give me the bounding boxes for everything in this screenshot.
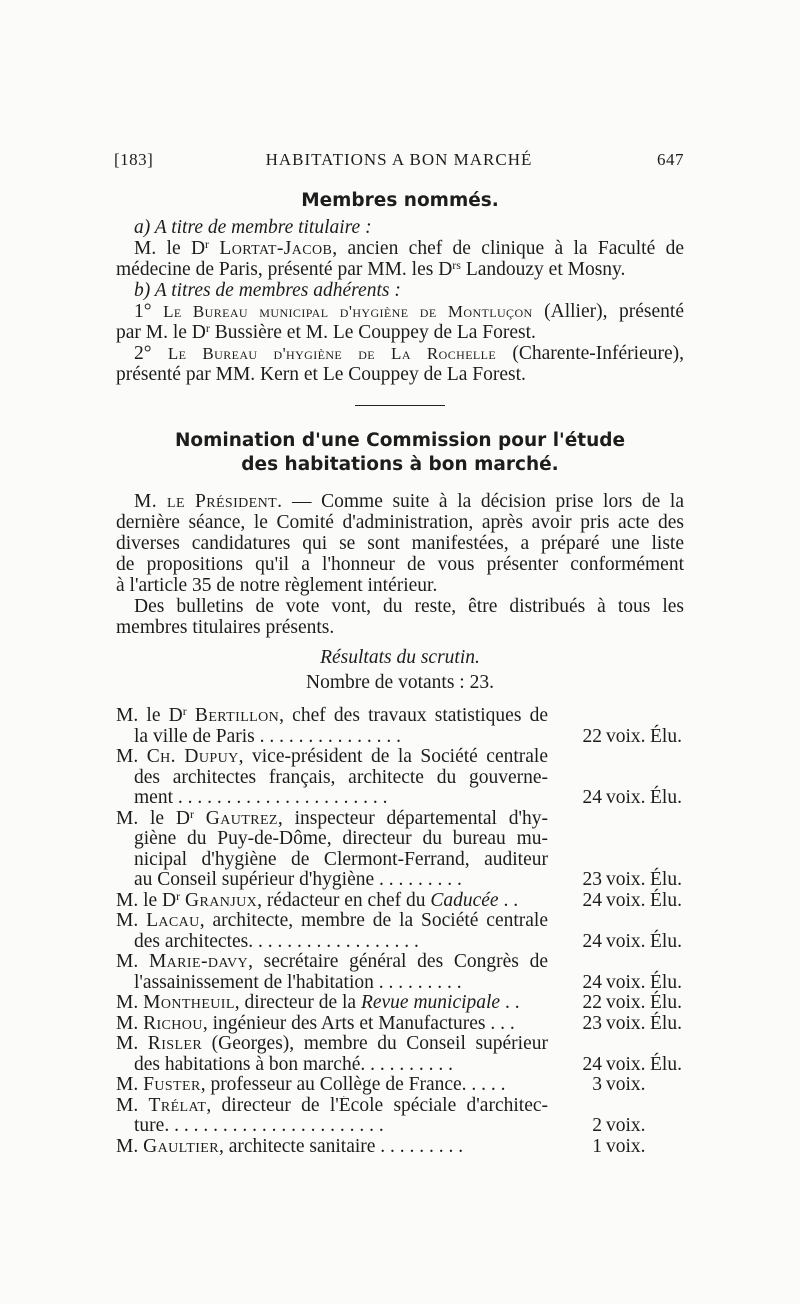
results-title: Résultats du scrutin.: [320, 647, 480, 668]
vote-count: 24: [582, 787, 602, 808]
vote-tally: [562, 993, 684, 1014]
vote-count: 22: [582, 725, 602, 747]
result-line: ment . . . . . . . . . . . . . . . . . . . . . .: [134, 788, 388, 808]
result-entry: [116, 747, 684, 809]
election-status: Élu.: [650, 787, 682, 808]
vote-count: 22: [582, 992, 602, 1013]
members-section: [116, 189, 684, 385]
vote-count: 24: [582, 1053, 602, 1075]
result-entry: [116, 952, 684, 993]
result-line: M. Risler (Georges), membre du Conseil supérieur: [116, 1034, 548, 1054]
titular-line-1: M. le $D^r$ Lortat-Jacob, ancien chef de clinique à la Faculté de: [134, 237, 684, 259]
adherent-1-line-1: 1° Le Bureau municipal d'hygiène de Montluçon (Allier), présenté: [134, 301, 684, 322]
vote-unit: voix.: [606, 1135, 646, 1157]
election-status: Élu.: [650, 971, 682, 993]
election-status: Élu.: [650, 930, 682, 952]
vote-unit: voix.: [606, 869, 646, 890]
result-line: M. Richou, ingénieur des Arts et Manufactures . . .: [116, 1013, 515, 1034]
result-entry: [116, 1137, 684, 1158]
vote-unit: voix.: [606, 787, 646, 808]
result-entry: [116, 706, 684, 747]
adherent-1-line-2: par M. le $D^r$ Bussière et M. Le Couppey de La Forest.: [116, 321, 536, 343]
vote-tally: [562, 1075, 684, 1096]
vote-unit: voix.: [606, 725, 646, 747]
result-entry: [116, 993, 684, 1014]
vote-tally: [562, 1014, 684, 1035]
members-heading: Membres nommés.: [301, 190, 499, 211]
vote-count: 1: [592, 1135, 602, 1157]
results-list: [116, 706, 684, 1157]
vote-unit: voix.: [606, 1115, 646, 1136]
election-status: Élu.: [650, 869, 682, 890]
result-line: des habitations à bon marché. . . . . . . . . .: [134, 1054, 453, 1075]
vote-tally: [562, 1116, 684, 1137]
result-entry: [116, 1034, 684, 1075]
commission-paragraph-1: M. le Président. — Comme suite à la décision prise lors de la dernière séance, le Comité d'administration, après avoir pris acte des diverses candidatures qui se sont manifestées, a préparé une liste de propositions qu'il a l'honneur de vous présenter conformément à l'article 35 de notre règlement intérieur.: [116, 491, 685, 596]
result-line: M. le $D^r$ Granjux, rédacteur en chef du Caducée . .: [116, 890, 519, 911]
commission-paragraph-2: Des bulletins de vote vont, du reste, être distribués à tous les membres titulaires présents.: [116, 596, 684, 638]
vote-unit: voix.: [606, 992, 646, 1013]
vote-tally: [562, 1137, 684, 1158]
adherent-2-line-2: présenté par MM. Kern et Le Couppey de La Forest.: [116, 364, 526, 385]
vote-tally: [562, 973, 684, 994]
commission-heading-line-1: Nomination d'une Commission pour l'étude: [174, 430, 626, 451]
voters-count: Nombre de votants : 23.: [306, 672, 494, 693]
result-line: M. Montheuil, directeur de la Revue municipale . .: [116, 993, 520, 1013]
commission-section: [116, 429, 684, 638]
vote-tally: [562, 891, 684, 912]
result-line: M. Ch. Dupuy, vice-président de la Société centrale: [116, 747, 548, 767]
section-divider: [355, 405, 445, 406]
vote-tally: [562, 727, 684, 748]
vote-unit: voix.: [606, 930, 646, 952]
result-line: au Conseil supérieur d'hygiène . . . . . . . . .: [134, 870, 462, 890]
running-title: HABITATIONS A BON MARCHÉ: [265, 150, 533, 169]
adherent-2-line-1: 2° Le Bureau d'hygiène de La Rochelle (Charente-Inférieure),: [134, 343, 684, 364]
election-status: Élu.: [650, 1053, 682, 1075]
vote-count: 2: [592, 1115, 602, 1136]
result-line: nicipal d'hygiène de Clermont-Ferrand, auditeur: [134, 849, 548, 870]
speaker-name: M. le Président.: [134, 491, 283, 512]
election-status: Élu.: [650, 889, 682, 911]
result-line: M. le $D^r$ Gautrez, inspecteur départemental d'hy-: [116, 808, 548, 829]
vote-unit: voix.: [606, 1074, 646, 1095]
vote-tally: [562, 932, 684, 953]
result-line: giène du Puy-de-Dôme, directeur du bureau mu-: [134, 829, 548, 849]
vote-unit: voix.: [606, 1053, 646, 1075]
result-line: M. Gaultier, architecte sanitaire . . . . . . . . .: [116, 1136, 464, 1157]
running-header: [114, 150, 684, 174]
election-status: Élu.: [650, 1012, 682, 1034]
result-entry: [116, 1014, 684, 1035]
result-entry: [116, 1075, 684, 1096]
vote-count: 24: [582, 930, 602, 952]
vote-count: 3: [592, 1074, 602, 1095]
result-line: la ville de Paris . . . . . . . . . . . . . . .: [134, 726, 402, 747]
commission-heading-line-2: des habitations à bon marché.: [241, 454, 559, 475]
result-line: M. le $D^r$ Bertillon, chef des travaux statistiques de: [116, 706, 548, 726]
titular-line-2: médecine de Paris, présenté par MM. les $D^{rs}$ Landouzy et Mosny.: [116, 258, 626, 280]
vote-count: 24: [582, 971, 602, 993]
section-number: [183]: [114, 150, 154, 169]
result-entry: [116, 1096, 684, 1137]
vote-tally: [562, 870, 684, 891]
result-entry: [116, 809, 684, 891]
result-line: des architectes. . . . . . . . . . . . . . . . . .: [134, 931, 419, 952]
result-line: M. Marie-davy, secrétaire général des Congrès de: [116, 952, 548, 972]
vote-unit: voix.: [606, 1012, 646, 1034]
vote-count: 23: [582, 1012, 602, 1034]
election-status: Élu.: [650, 725, 682, 747]
results-section: [116, 647, 684, 693]
titular-label: a) A titre de membre titulaire :: [134, 217, 372, 238]
election-status: Élu.: [650, 992, 682, 1013]
result-line: des architectes français, architecte du gouverne-: [134, 767, 548, 788]
vote-unit: voix.: [606, 889, 646, 911]
vote-unit: voix.: [606, 971, 646, 993]
result-line: l'assainissement de l'habitation . . . . . . . . .: [134, 972, 462, 993]
vote-tally: [562, 1055, 684, 1076]
vote-tally: [562, 788, 684, 809]
adherent-label: b) A titres de membres adhérents :: [134, 280, 401, 301]
result-entry: [116, 891, 684, 912]
result-line: M. Trélat, directeur de l'École spéciale d'architec-: [116, 1095, 548, 1116]
vote-count: 23: [582, 869, 602, 890]
result-line: M. Lacau, architecte, membre de la Société centrale: [116, 911, 548, 931]
result-entry: [116, 911, 684, 952]
page-number: 647: [657, 150, 684, 169]
result-line: ture. . . . . . . . . . . . . . . . . . . . . . .: [134, 1116, 384, 1136]
vote-count: 24: [582, 889, 602, 911]
result-line: M. Fuster, professeur au Collège de France. . . . .: [116, 1075, 506, 1095]
